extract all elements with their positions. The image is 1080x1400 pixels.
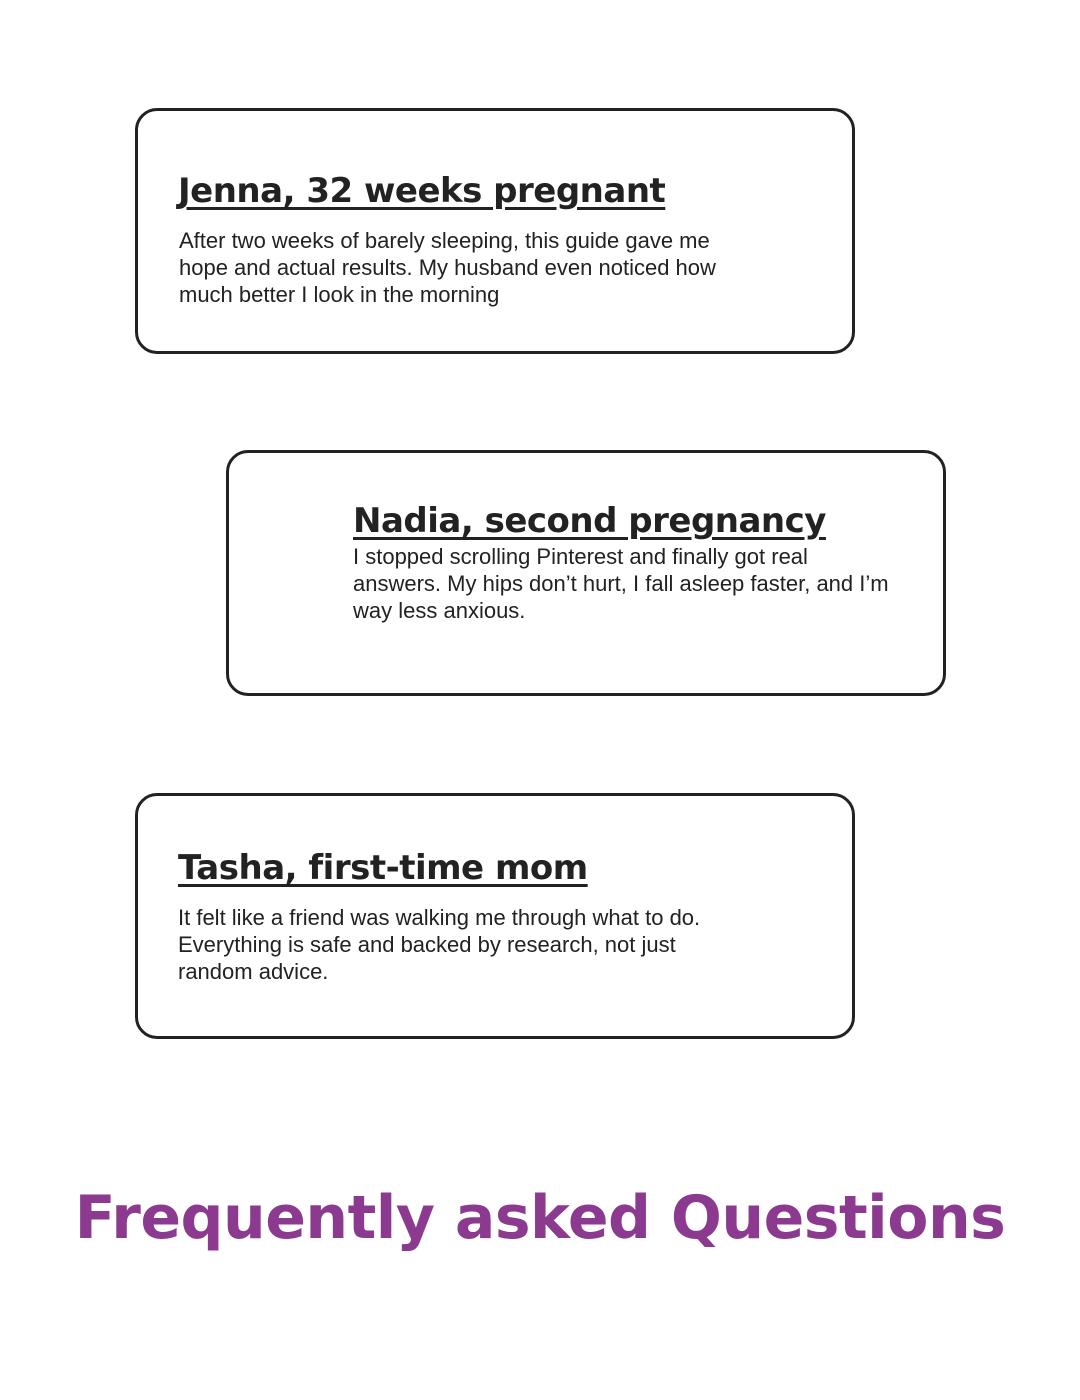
testimonial-text: I stopped scrolling Pinterest and finally got real answers. My hips don’t hurt, I fall asleep faster, and I’m way less anxious. [353, 544, 889, 623]
faq-heading: Frequently asked Questions [74, 1183, 1006, 1253]
testimonial-card-tasha [135, 793, 855, 1039]
testimonial-title: Nadia, second pregnancy [353, 501, 826, 541]
testimonial-card-nadia [226, 450, 946, 696]
testimonial-card-jenna [135, 108, 855, 354]
testimonial-title: Tasha, first-time mom [178, 848, 588, 888]
testimonial-title: Jenna, 32 weeks pregnant [178, 171, 666, 211]
testimonial-text: It felt like a friend was walking me through what to do. Everything is safe and backed by research, not just random advice. [178, 905, 701, 984]
testimonial-text: After two weeks of barely sleeping, this guide gave me hope and actual results. My husband even noticed how much better I look in the morning [179, 228, 716, 307]
